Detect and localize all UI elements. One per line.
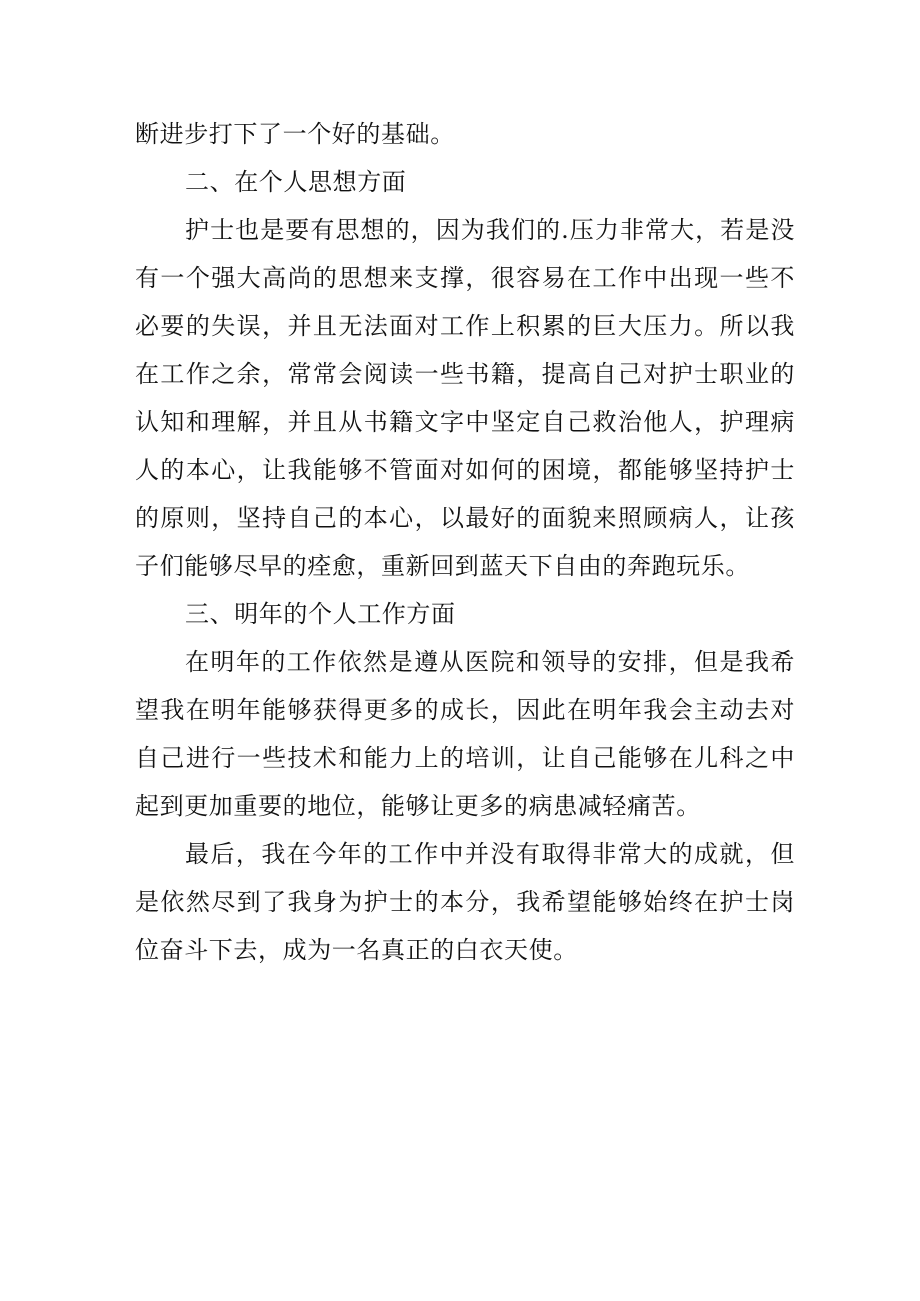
section-heading-next-year: 三、明年的个人工作方面 xyxy=(185,600,456,628)
document-body xyxy=(135,110,795,974)
paragraph-conclusion: 最后，我在今年的工作中并没有取得非常大的成就，但是依然尽到了我身为护士的本分，我希望能够始终在护士岗位奋斗下去，成为一名真正的白衣天使。 xyxy=(135,840,795,964)
section-heading-thoughts: 二、在个人思想方面 xyxy=(185,168,407,196)
paragraph-next-year: 在明年的工作依然是遵从医院和领导的安排，但是我希望我在明年能够获得更多的成长，因此在明年我会主动去对自己进行一些技术和能力上的培训，让自己能够在儿科之中起到更加重要的地位，能够让更多的病患减轻痛苦。 xyxy=(135,648,795,820)
paragraph-thoughts: 护士也是要有思想的，因为我们的.压力非常大，若是没有一个强大高尚的思想来支撑，很容易在工作中出现一些不必要的失误，并且无法面对工作上积累的巨大压力。所以我在工作之余，常常会阅读一些书籍，提高自己对护士职业的认知和理解，并且从书籍文字中坚定自己救治他人，护理病人的本心，让我能够不管面对如何的困境，都能够坚持护士的原则，坚持自己的本心，以最好的面貌来照顾病人，让孩子们能够尽早的痊愈，重新回到蓝天下自由的奔跑玩乐。 xyxy=(135,216,795,580)
paragraph-continuation: 断进步打下了一个好的基础。 xyxy=(135,120,455,148)
